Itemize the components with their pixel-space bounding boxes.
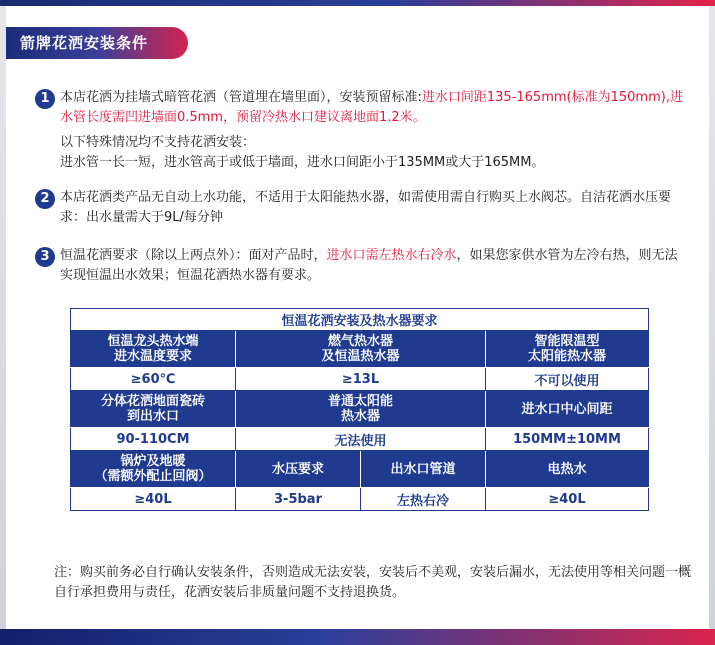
table-caption: 恒温花洒安装及热水器要求 [71,309,649,331]
table-value-row-2 [71,428,649,451]
special-conditions [60,133,688,173]
left-frame [0,6,6,629]
value-cell: 3-5bar [236,488,361,511]
item-3-text [60,246,688,286]
header-cell: 水压要求 [236,451,361,488]
table-header-row-3 [71,451,649,488]
header-cell: 出水口管道 [361,451,486,488]
value-cell: 90-110CM [71,428,236,451]
header-cell: 智能限温型 太阳能热水器 [486,331,649,368]
value-cell: 无法使用 [236,428,486,451]
item-1-text [60,88,688,128]
item-2-text: 本店花洒类产品无自动上水功能，不适用于太阳能热水器，如需使用需自行购买上水阀芯。自洁花洒水压要求：出水量需大于9L/每分钟 [60,190,672,225]
item-number-1: 1 [35,89,55,109]
table-value-row-1 [71,368,649,391]
header-cell: 分体花洒地面瓷砖 到出水口 [71,391,236,428]
value-cell: ≥40L [486,488,649,511]
item-1-text-highlight: 进水口间距135-165mm(标准为150mm),进水管长度需凹进墙面0.5mm，预留冷热水口建议离地面1.2米。 [60,90,683,125]
special-line-1: 以下特殊情况均不支持花洒安装： [60,135,256,150]
value-cell: 不可以使用 [486,368,649,391]
header-cell: 恒温龙头热水端 进水温度要求 [71,331,236,368]
item-number-2: 2 [35,189,55,209]
header-cell: 电热水 [486,451,649,488]
header-cell: 锅炉及地暖 （需额外配止回阀） [71,451,236,488]
table-value-row-3 [71,488,649,511]
item-3-text-normal: 恒温花洒要求（除以上两点外）：面对产品时， [60,248,327,263]
table-header-row-2 [71,391,649,428]
header-cell: 燃气热水器 及恒温热水器 [236,331,486,368]
top-gradient-bar [0,0,715,6]
value-cell: ≥40L [71,488,236,511]
item-3-text-tail: ，如果您家供水管为左冷右热，则无法实现恒温出水效果；恒温花洒热水器有要求。 [60,248,678,283]
section-title: 箭牌花洒安装条件 [6,27,188,59]
value-cell: 左热右冷 [361,488,486,511]
bottom-gradient-bar [0,629,715,645]
header-cell: 进水口中心间距 [486,391,649,428]
right-frame [709,6,715,629]
footer-note: 注：购买前务必自行确认安装条件，否则造成无法安装，安装后不美观，安装后漏水，无法使用等相关问题一概自行承担费用与责任，花洒安装后非质量问题不支持退换货。 [54,565,692,600]
item-1-text-normal: 本店花洒为挂墙式暗管花洒（管道埋在墙里面），安装预留标准: [60,90,422,105]
header-cell: 普通太阳能 热水器 [236,391,486,428]
table-caption-row [71,309,649,331]
item-number-3: 3 [35,247,55,267]
table-header-row-1 [71,331,649,368]
value-cell: ≥60℃ [71,368,236,391]
requirements-table [70,308,649,511]
value-cell: ≥13L [236,368,486,391]
item-3-text-highlight: 进水口需左热水右冷水 [326,248,457,263]
special-line-2: 进水管一长一短，进水管高于或低于墙面，进水口间距小于135MM或大于165MM。 [60,155,545,170]
value-cell: 150MM±10MM [486,428,649,451]
